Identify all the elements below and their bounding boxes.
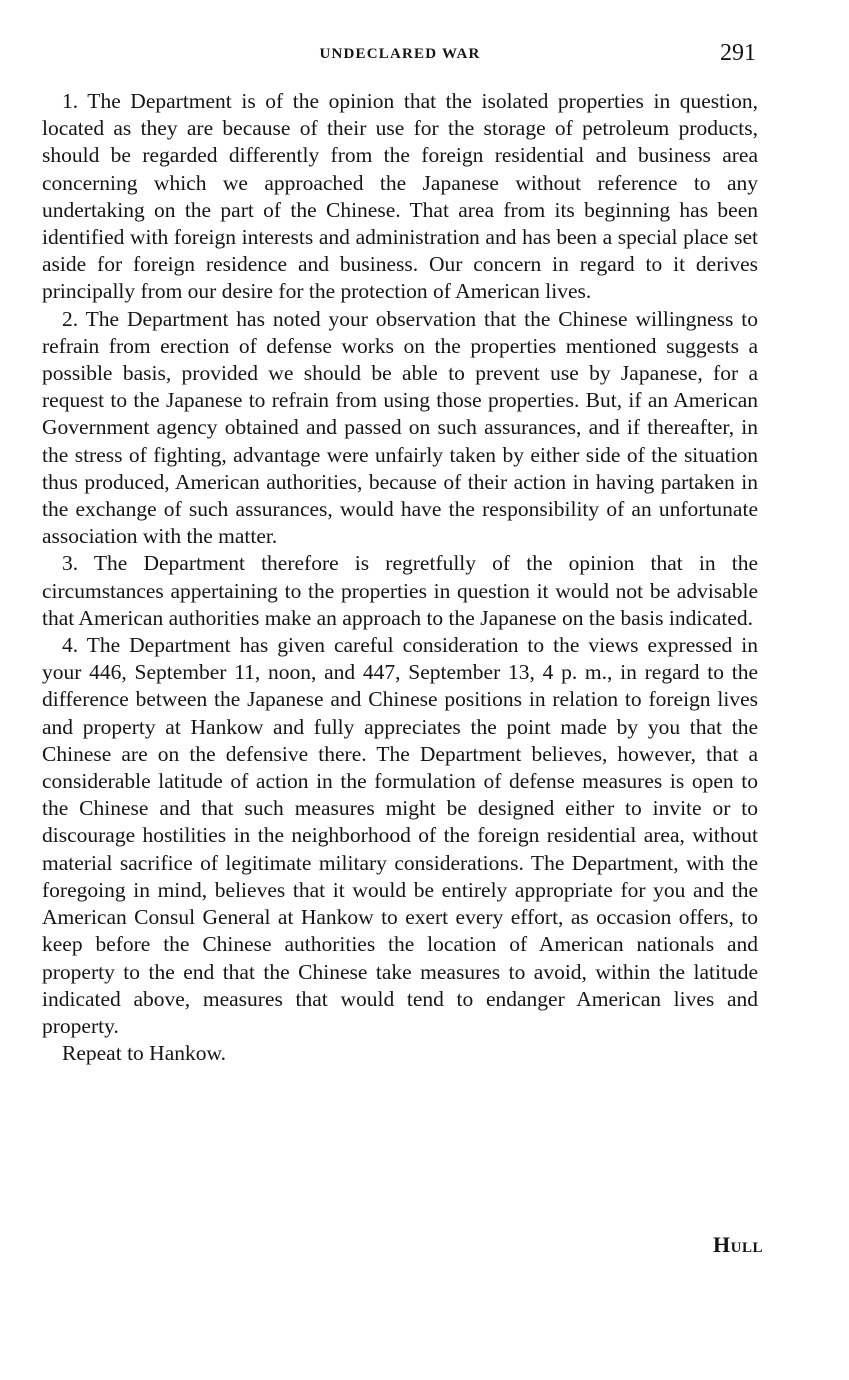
- paragraph-2: 2. The Department has noted your observation that the Chinese willingness to refrain from erection of defense works on the properties mentioned suggests a possible basis, provided we should be able to prevent use by Japanese, for a request to the Japanese to refrain from using those properties. But, if an American Government agency obtained and passed on such assurances, and if thereafter, in the stress of fighting, advantage were unfairly taken by either side of the situation thus produced, American authorities, because of their action in having partaken in the exchange of such assurances, would have the responsibility of an unfortunate association with the matter.: [42, 306, 758, 549]
- running-header: [40, 42, 760, 70]
- paragraph-3: 3. The Department therefore is regretfully of the opinion that in the circumstances appertaining to the properties in question it would not be advisable that American authorities make an approach to the Japanese on the basis indicated.: [42, 551, 758, 630]
- paragraph-repeat-instruction: Repeat to Hankow.: [62, 1041, 226, 1066]
- document-body: [42, 88, 758, 1067]
- signature: Hull: [713, 1232, 763, 1257]
- page-number: 291: [720, 40, 756, 66]
- paragraph-4: 4. The Department has given careful consideration to the views expressed in your 446, September 11, noon, and 447, September 13, 4 p. m., in regard to the difference between the Japanese and Chinese positions in relation to foreign lives and property at Hankow and fully appreciates the point made by you that the Chinese are on the defensive there. The Department believes, however, that a considerable latitude of action in the formulation of defense measures is open to the Chinese and that such measures might be designed either to invite or to discourage hostilities in the neighborhood of the foreign residential area, without material sacrifice of legitimate military considerations. The Department, with the foregoing in mind, believes that it would be entirely appropriate for you and the American Consul General at Hankow to exert every effort, as occasion offers, to keep before the Chinese authorities the location of American nationals and property to the end that the Chinese take measures to avoid, within the latitude indicated above, measures that would tend to endanger American lives and property.: [42, 633, 758, 1038]
- paragraph-1: 1. The Department is of the opinion that the isolated properties in question, located as they are because of their use for the storage of petroleum products, should be regarded differently from the foreign residential and business area concerning which we approached the Japanese without reference to any undertaking on the part of the Chinese. That area from its beginning has been identified with foreign interests and administration and has been a special place set aside for foreign residence and business. Our concern in regard to it derives principally from our desire for the protection of American lives.: [42, 89, 758, 304]
- running-title: UNDECLARED WAR: [319, 46, 481, 62]
